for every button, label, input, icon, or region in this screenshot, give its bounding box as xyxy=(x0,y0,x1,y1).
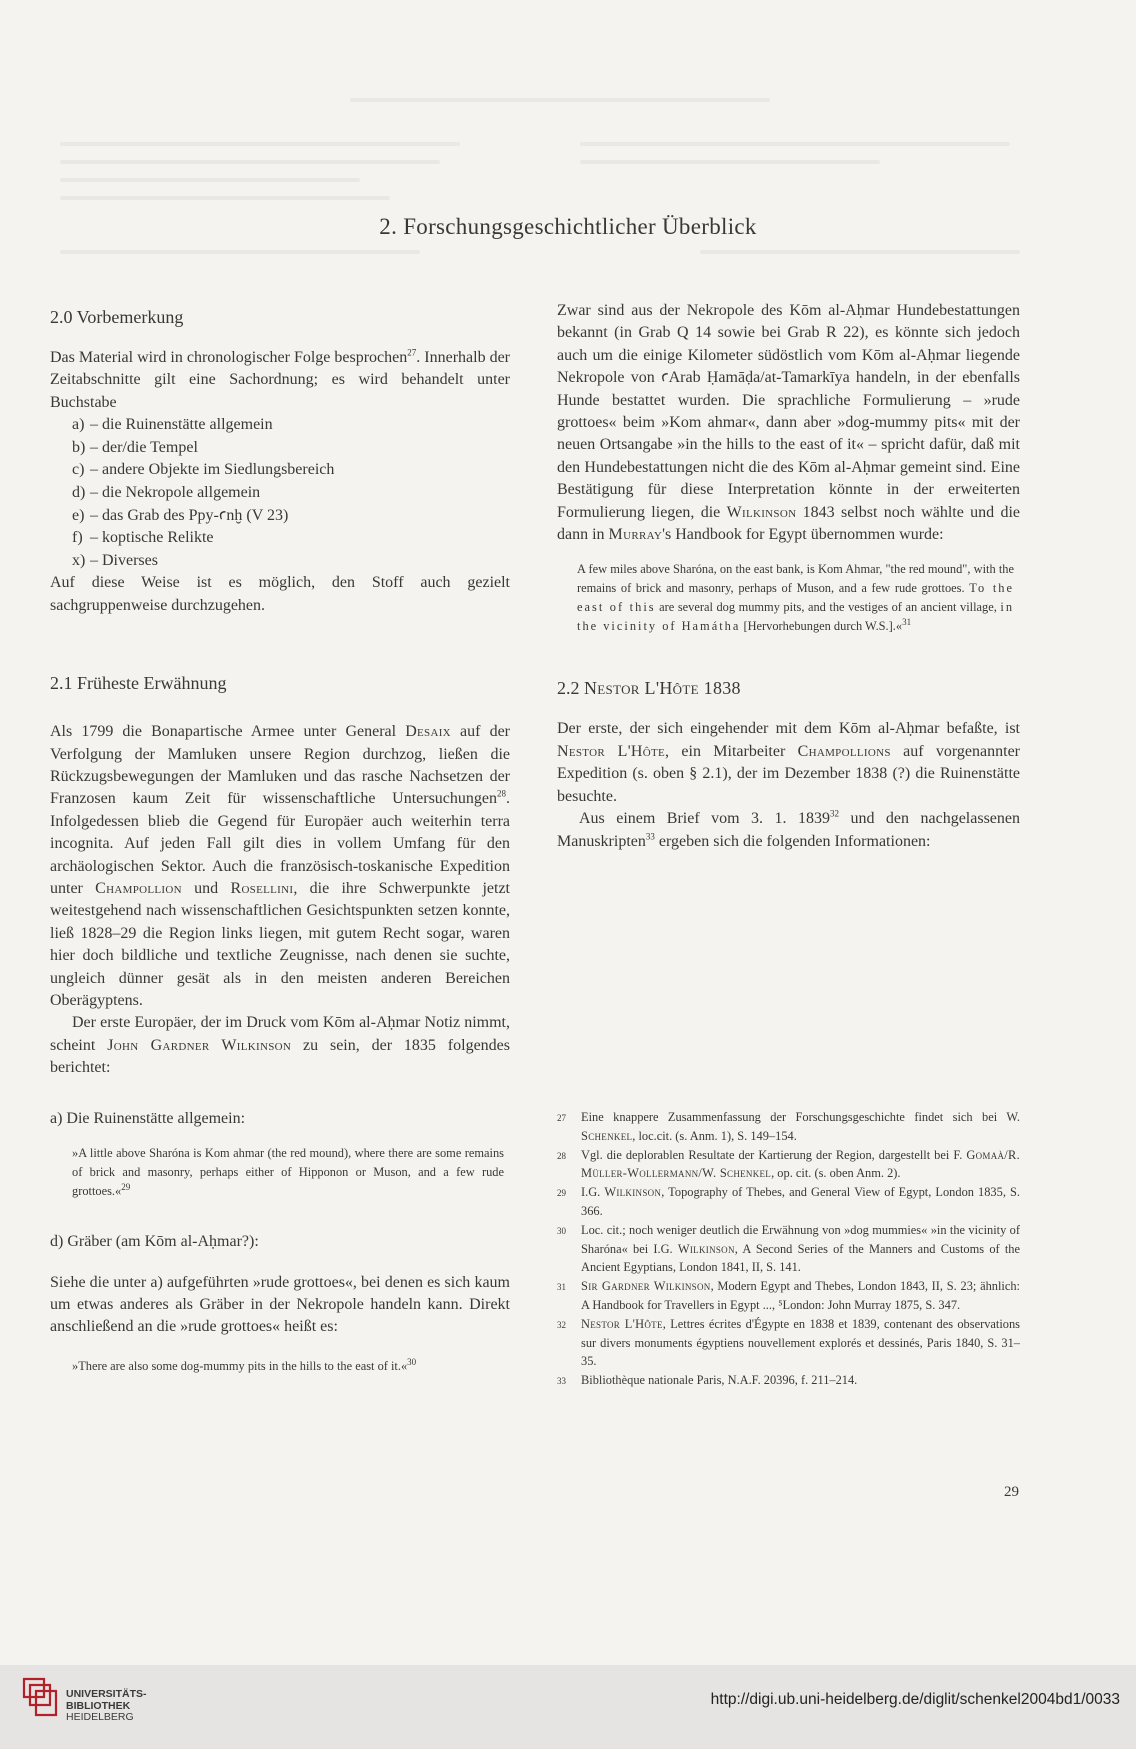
footnote: 31 Sir Gardner Wilkinson, Modern Egypt and Thebes, London 1843, II, S. 23; ähnlich: A Handbook for Travellers in Egypt ..., ⁵London: John Murray 1875, S. 347. xyxy=(557,1279,1020,1312)
right-column xyxy=(557,300,1020,853)
logo-shape-1 xyxy=(24,1679,44,1697)
list-item: x) – Diverses xyxy=(72,551,158,569)
footnote-ref[interactable]: 27 xyxy=(407,347,417,358)
section-heading-2-0: 2.0 Vorbemerkung xyxy=(50,307,184,327)
subheading-a: a) Die Ruinenstätte allgemein: xyxy=(50,1109,246,1127)
bleed-through xyxy=(60,160,440,164)
footer-bar xyxy=(0,1665,1136,1749)
footnote-ref[interactable]: 33 xyxy=(645,831,655,842)
footnote: 28 Vgl. die deplorablen Resultate der Kartierung der Region, dargestellt bei F. Gomaà/R. Müller-Wollermann/W. Schenkel, op. cit. (s. oben Anm. 2). xyxy=(557,1147,1020,1181)
library-logo-icon xyxy=(20,1675,60,1719)
list-item: d) – die Nekropole allgemein xyxy=(72,484,261,501)
footnote: 32 Nestor L'Hôte, Lettres écrites d'Égypte en 1838 et 1839, contenant des observations sur divers monuments égyptiens nouvellement explorés et dessinés, Paris 1840, S. 31–35. xyxy=(557,1316,1020,1369)
section-heading-2-2: 2.2 Nestor L'Hôte 1838 xyxy=(557,678,741,699)
subheading-d: d) Gräber (am Kōm al-Aḥmar?): xyxy=(50,1233,259,1251)
bleed-through xyxy=(60,196,390,200)
source-url[interactable]: http://digi.ub.uni-heidelberg.de/diglit/schenkel2004bd1/0033 xyxy=(710,1691,1120,1708)
paragraph: Siehe die unter a) aufgeführten »rude grottoes«, bei denen es sich kaum um etwas anderes als Gräber in der Nekropole handeln kann. Direkt anschließend an die »rude grottoes« heißt es: xyxy=(50,1273,510,1336)
footnote-ref[interactable]: 31 xyxy=(902,617,912,628)
category-list xyxy=(50,414,510,572)
quote: »There are also some dog-mummy pits in the hills to the east of it.«$^{30}$ xyxy=(72,1356,417,1373)
bleed-through xyxy=(580,160,880,164)
quote: »A little above Sharóna is Kom ahmar (the red mound), where there are some remains of brick and masonry, perhaps either of Hipponon or Muson, and a few rude grottoes.«$^{29}$ xyxy=(72,1146,504,1199)
paragraph: Der erste, der sich eingehender mit dem Kōm al-Aḥmar befaßte, ist Nestor L'Hôte, ein Mitarbeiter Champollions auf vorgenannter Expedition (s. oben § 2.1), der im Dezember 1838 (?) die Ruinenstätte besuchte. xyxy=(557,720,1021,805)
footnote-ref[interactable]: 28 xyxy=(497,789,506,800)
intro-paragraph: Das Material wird in chronologischer Folge besprochen$^{27}$. Innerhalb der Zeitabschnitte gilt eine Sachordnung; es wird behandelt unter Buchstabe xyxy=(50,347,511,411)
section-heading-2-1: 2.1 Früheste Erwähnung xyxy=(50,673,227,694)
footnote-ref[interactable]: 29 xyxy=(121,1181,131,1192)
logo-shape-3 xyxy=(36,1691,56,1715)
bleed-through xyxy=(60,250,420,254)
logo-strokes xyxy=(24,1679,56,1715)
paragraph: Der erste Europäer, der im Druck vom Kōm al-Aḥmar Notiz nimmt, scheint John Gardner Wilkinson zu sein, der 1835 folgendes berichtet: xyxy=(50,1014,510,1077)
bleed-through xyxy=(60,142,460,146)
outro-paragraph: Auf diese Weise ist es möglich, den Stoff auch gezielt sachgruppenweise durchzugehen. xyxy=(50,574,510,614)
list-item: b) – der/die Tempel xyxy=(72,438,198,456)
left-column xyxy=(50,305,510,1376)
list-item: f) – koptische Relikte xyxy=(72,529,214,547)
list-item: a) – die Ruinenstätte allgemein xyxy=(72,416,273,434)
institution-name: UNIVERSITÄTS- BIBLIOTHEK HEIDELBERG xyxy=(66,1688,147,1723)
paragraph: Zwar sind aus der Nekropole des Kōm al-Aḥmar Hundebestattungen bekannt (in Grab Q 14 sowie bei Grab R 22), es könnte sich jedoch auch um die einige Kilometer südöstlich vom Kōm al-Aḥmar liegende Nekropole von ꜥArab Ḥamāḍa/at-Tamarkīya handeln, in der ebenfalls Hunde bestattet wurden. Die sprachliche Formulierung – »rude grottoes« beim »Kom ahmar«, dann aber »dog-mummy pits« mit der neuen Ortsangabe »in the hills to the east of it« – spricht dafür, daß mit den Hundebestattungen nicht die des Kōm al-Aḥmar gemeint sind. Eine Bestätigung für diese Interpretation könnte in der erweiterten Formulierung liegen, die Wilkinson 1843 selbst noch wählte und die dann in Murray's Handbook for Egypt übernommen wurde: xyxy=(557,302,1020,544)
footnote: 27 Eine knappere Zusammenfassung der Forschungsgeschichte findet sich bei W. Schenkel, loc.cit. (s. Anm. 1), S. 149–154. xyxy=(557,1110,1020,1143)
page-number: 29 xyxy=(1004,1484,1019,1500)
footnote-ref[interactable]: 30 xyxy=(407,1356,417,1367)
footnote: 33 Bibliothèque nationale Paris, N.A.F. 20396, f. 211–214. xyxy=(557,1373,858,1388)
paragraph: Als 1799 die Bonapartische Armee unter General Desaix auf der Verfolgung der Mamluken unsere Region durchzog, ließen die Rückzugsbewegungen der Mamluken und das rasche Nachsetzen der Franzosen kaum Zeit für wissenschaftliche Untersuchungen$^{28}$. Infolgedessen blieb die Gegend für Europäer auch weiterhin terra incognita. Auf jeden Fall gilt dies in vollem Umfang für den archäologischen Sektor. Auch die französisch-toskanische Expedition unter Champollion und Rosellini, die ihre Schwerpunkte jetzt weitestgehend nach wissenschaftlichen Gesichtspunkten setzen konnte, ließ 1828–29 die Region links liegen, mit gutem Recht sogar, waren hier doch bildliche und textliche Zeugnisse, nach denen sie suchte, ungleich dünner gesät als in den meisten anderen Bereichen Oberägyptens. xyxy=(50,723,511,1010)
footnote: 29 I.G. Wilkinson, Topography of Thebes, and General View of Egypt, London 1835, S. 366. xyxy=(557,1185,1020,1218)
footnote: 30 Loc. cit.; noch weniger deutlich die Erwähnung von »dog mummies« »in the vicinity of Sharóna« bei I.G. Wilkinson, A Second Series of the Manners and Customs of the Ancient Egyptians, London 1841, II, S. 141. xyxy=(557,1222,1020,1275)
list-item: c) – andere Objekte im Siedlungsbereich xyxy=(72,461,335,479)
quote: A few miles above Sharóna, on the east bank, is Kom Ahmar, "the red mound", with the remains of brick and masonry, perhaps of Muson, and a few rude grottoes. To the east of this are several dog mummy pits, and the vestiges of an ancient village, in the vicinity of Hamátha [Hervorhebungen durch W.S.].«$^{31}$ xyxy=(577,562,1015,634)
bleed-through xyxy=(700,250,1020,254)
list-item: e) – das Grab des Ppy-ꜥnḫ (V 23) xyxy=(72,506,289,524)
paragraph: Aus einem Brief vom 3. 1. 1839$^{32}$ und den nachgelassenen Manuskripten$^{33}$ ergeben sich die folgenden Informationen: xyxy=(557,808,1021,850)
bleed-through xyxy=(350,98,770,102)
footnote-ref[interactable]: 32 xyxy=(830,808,839,819)
footnotes xyxy=(557,1108,1020,1391)
bleed-through xyxy=(580,142,1010,146)
page-title: 2. Forschungsgeschichtlicher Überblick xyxy=(379,214,757,239)
bleed-through xyxy=(60,178,360,182)
logo-shape-2 xyxy=(30,1685,50,1705)
